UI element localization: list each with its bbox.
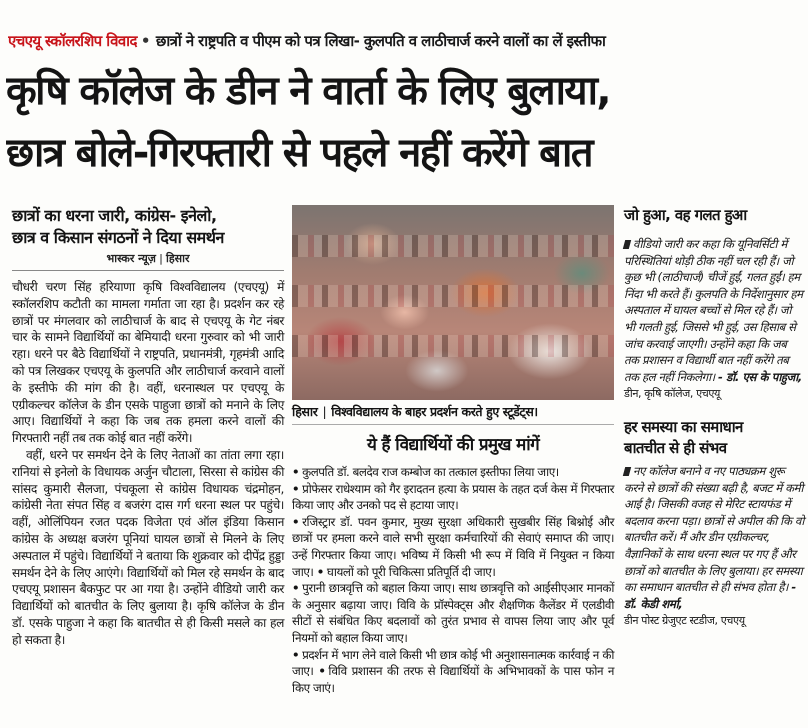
photo-texture: [292, 335, 614, 357]
sidebar-heading-2: [624, 417, 804, 459]
story-body: [12, 279, 284, 649]
subheadline: [12, 205, 284, 249]
quote-1-role: डीन, कृषि कॉलेज, एचएयू: [624, 387, 721, 401]
bullet-icon: •: [292, 647, 300, 662]
caption-separator: |: [322, 404, 327, 419]
byline-source: भास्कर न्यूज़: [106, 252, 156, 265]
quote-2-role: डीन पोस्ट ग्रेजुएट स्टडीज, एचएयू: [624, 614, 745, 628]
story-paragraph-1: चौधरी चरण सिंह हरियाणा कृषि विश्वविद्यालय (एचएयू) में स्कॉलरशिप कटौती का मामला गर्माता जा रहा है। प्रदर्शन कर रहे छात्रों पर मंगलवार को लाठीचार्ज के बाद से एचएयू के गेट नंबर चार के सामने विद्यार्थियों का बेमियादी धरना गुरुवार को भी जारी रहा। धरने पर बैठे विद्यार्थियों ने राष्ट्रपति, प्रधानमंत्री, गृहमंत्री आदि को पत्र लिखकर एचएयू के कुलपति और लाठीचार्ज करवाने वालों के इस्तीफे की मांग की है। वहीं, धरनास्थल पर एचएयू के एग्रीकल्चर कॉलेज के डीन एसके पाहुजा छात्रों को मनाने के लिए आए। विद्यार्थियों ने कहा कि जब तक हमला करने वालों की गिरफ्तारी नहीं तब तक कोई बात नहीं करेंगे।: [12, 280, 284, 446]
sidebar-quote-2-text: नए कॉलेज बनाने व नए पाठ्यक्रम शुरू करने से छात्रों की संख्या बढ़ी है, बजट में कमी आई है। जिसकी वजह से मेरिट स्टायफंड में बदलाव करना पड़ा। छात्रों से अपील की कि वो बातचीत करें। मैं और डीन एग्रीकल्चर, वैज्ञानिकों के साथ धरना स्थल पर गए हैं और छात्रों को बातचीत के लिए बुलाया। हर समस्या का समाधान बातचीत से ही संभव होता है।: [624, 463, 804, 595]
bullet-icon: •: [292, 514, 300, 529]
headline-line-1: कृषि कॉलेज के डीन ने वार्ता के लिए बुलाया,: [6, 68, 610, 114]
byline-separator: |: [158, 252, 163, 265]
left-column-story: [12, 205, 284, 649]
quote-marker-icon: [623, 240, 631, 249]
caption-place: हिसार: [292, 404, 318, 419]
bullet-icon: •: [292, 481, 300, 496]
caption-divider: [292, 424, 614, 425]
kicker-text: छात्रों ने राष्ट्रपति व पीएम को पत्र लिखा- कुलपति व लाठीचार्ज करने वालों का लें इस्तीफा: [155, 32, 606, 50]
sidebar-quote-1-text: वीडियो जारी कर कहा कि यूनिवर्सिटी में परिस्थितियां थोड़ी ठीक नहीं चल रही हैं। जो कुछ भी (लाठीचार्ज) चीजें हुईं, गलत हुईं। हम निंदा भी करते हैं। कुलपति के निर्देशानुसार हम अस्पताल में घायल बच्चों से मिल रहे हैं। जो भी गलती हुई, जिससे भी हुई, उस हिसाब से जांच करवाई जाएगी। उन्होंने कहा कि जब तक प्रशासन व विद्यार्थी बात नहीं करेंगे तब तक हल नहीं निकलेगा।: [624, 237, 803, 384]
demand-item: • प्रोफेसर राधेश्याम को गैर इरादतन हत्या के प्रयास के तहत दर्ज केस में गिरफ्तार किया जाए और उनको पद से हटाया जाए।: [292, 481, 614, 513]
quote-2-attribution: - डॉ. केडी शर्मा,: [624, 580, 796, 611]
right-column-sidebar: [624, 205, 804, 630]
quote-marker-icon: [623, 467, 631, 476]
photo-texture: [292, 235, 614, 257]
protest-photo: [292, 205, 614, 400]
quote-1-attribution: - डॉ. एस के पाहुजा,: [718, 369, 802, 384]
byline: [12, 251, 284, 266]
demand-item: • पुरानी छात्रवृत्ति को बहाल किया जाए। साथ छात्रवृत्ति को आईसीएआर मानकों के अनुसार बढ़ाया जाए। विवि के प्रॉस्पेक्ट्स और शैक्षणिक कैलेंडर में एलडीवी सीटों से संबंधित किए बदलावों को तुरंत प्रभाव से वापस लिया जाए और पूर्व नियमों को बहाल किया जाए।: [292, 581, 614, 645]
sidebar-heading-2-line-1: हर समस्या का समाधान: [624, 417, 743, 436]
byline-divider: [12, 270, 284, 271]
story-paragraph-2: वहीं, धरने पर समर्थन देने के लिए नेताओं का तांता लगा रहा। रानियां से इनेलो के विधायक अर्जुन चौटाला, सिरसा से कांग्रेस की सांसद कुमारी सैलजा, पंचकूला से कांग्रेस विधायक चंद्रमोहन, कांग्रेसी नेता संपत सिंह व बजरंग दास गर्ग धरना स्थल पर पहुंचे। वहीं, ओलिंपियन रजत पदक विजेता एवं ऑल इंडिया किसान कांग्रेस के अध्यक्ष बजरंग पूनियां घायल छात्रों से मिलने के लिए अस्पताल में पहुंचे। विद्यार्थियों ने बताया कि शुक्रवार को दीपेंद्र हुड्डा समर्थन देने के लिए आएंगे। विद्यार्थियों को मिल रहे समर्थन के बाद एचएयू प्रशासन बैकफुट पर आ गया है। उन्होंने वीडियो जारी कर विद्यार्थियों को बातचीत के लिए बुलाया है। कृषि कॉलेज के डीन डॉ. एसके पाहुजा ने कहा कि बातचीत से ही किसी मसले का हल हो सकता है।: [12, 447, 284, 647]
sidebar-quote-1: [624, 236, 804, 403]
sidebar-heading-2-line-2: बातचीत से ही संभव: [624, 438, 727, 457]
bullet-icon: •: [316, 564, 324, 579]
bullet-icon: •: [292, 465, 300, 479]
bullet-icon: •: [318, 664, 326, 679]
sidebar-quote-2: [624, 463, 804, 630]
photo-texture: [292, 285, 614, 307]
demand-item: • कुलपति डॉ. बलदेव राज कम्बोज का तत्काल इस्तीफा लिया जाए।: [292, 465, 559, 479]
demands-list: [292, 464, 614, 696]
kicker-line: [8, 30, 803, 52]
subheadline-line-1: छात्रों का धरना जारी, कांग्रेस- इनेलो,: [12, 206, 217, 225]
kicker-tag: एचएयू स्कॉलरशिप विवाद: [8, 32, 137, 50]
demands-box: [292, 432, 614, 696]
demands-title: ये हैं विद्यार्थियों की प्रमुख मांगें: [366, 435, 540, 455]
sidebar-heading-1: जो हुआ, वह गलत हुआ: [624, 206, 747, 224]
kicker-bullet: •: [140, 32, 150, 50]
byline-place: हिसार: [165, 252, 190, 265]
bullet-icon: •: [292, 581, 300, 596]
demand-item: • प्रदर्शन में भाग लेने वाले किसी भी छात्र कोई भी अनुशासनात्मक कार्रवाई न की जाए। • विवि प्रशासन की तरफ से विद्यार्थियों के अभिभावकों के पास फोन न किए जाएं।: [292, 647, 614, 695]
caption-text: विश्वविद्यालय के बाहर प्रदर्शन करते हुए स्टूडेंट्स।: [331, 404, 538, 419]
subheadline-line-2: छात्र व किसान संगठनों ने दिया समर्थन: [12, 228, 224, 247]
main-headline: [6, 60, 806, 184]
demand-item: • रजिस्ट्रार डॉ. पवन कुमार, मुख्य सुरक्षा अधिकारी सुखबीर सिंह बिश्नोई और छात्रों पर हमला करने वाले सभी सुरक्षा कर्मचारियों की सेवाएं समाप्त की जाए। उन्हें गिरफ्तार किया जाए। भविष्य में किसी भी रूप में विवि में नियुक्त न किया जाए। • घायलों को पूरी चिकित्सा प्रतिपूर्ति दी जाए।: [292, 514, 614, 579]
headline-line-2: छात्र बोले-गिरफ्तारी से पहले नहीं करेंगे बात: [6, 130, 592, 176]
photo-caption: [292, 404, 614, 420]
